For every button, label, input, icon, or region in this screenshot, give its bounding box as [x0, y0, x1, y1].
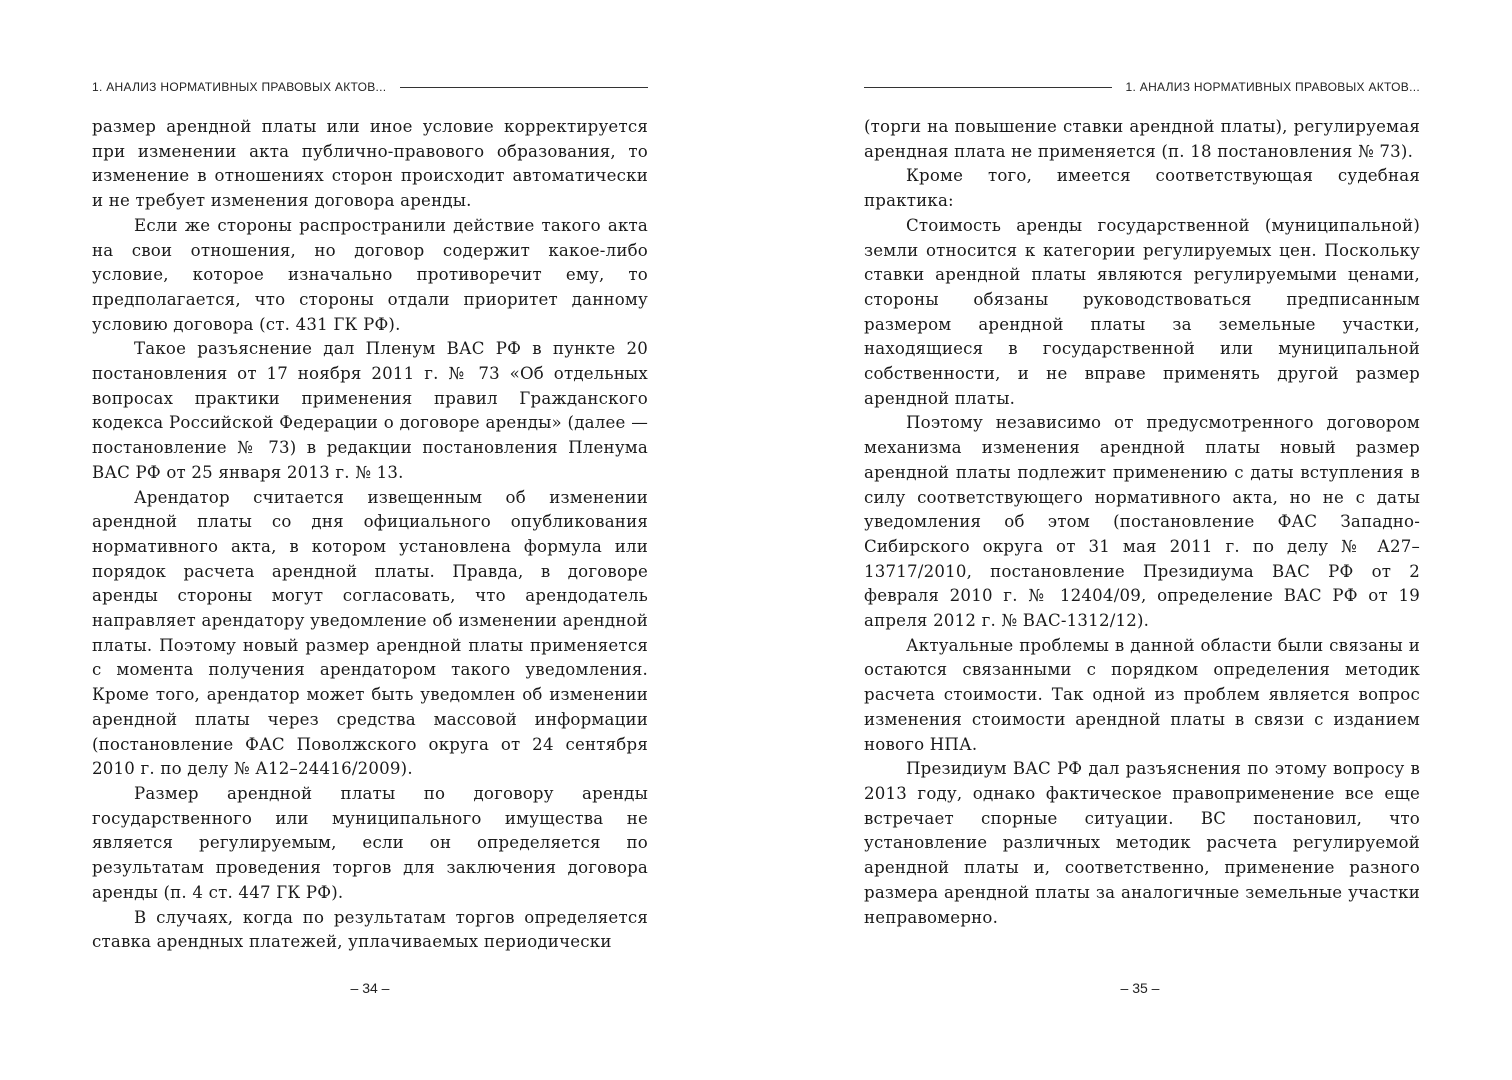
paragraph: размер арендной платы или иное условие корректируется при изменении акта публично-правового образования, то изменение в отношениях сторон происходит автоматически и не требует изменения договора аренды.: [92, 117, 648, 211]
running-head-text: 1. АНАЛИЗ НОРМАТИВНЫХ ПРАВОВЫХ АКТОВ...: [92, 80, 387, 94]
running-head-text: 1. АНАЛИЗ НОРМАТИВНЫХ ПРАВОВЫХ АКТОВ...: [1125, 80, 1420, 94]
paragraph: Такое разъяснение дал Пленум ВАС РФ в пункте 20 постановления от 17 ноября 2011 г. № 73 «Об отдельных вопросах практики применения правил Гражданского кодекса Российской Федерации о договоре аренды» (далее — постановление № 73) в редакции постановления Пленума ВАС РФ от 25 января 2013 г. № 13.: [92, 339, 648, 482]
running-head-right: [864, 80, 1420, 94]
running-head-rule: [864, 87, 1112, 88]
paragraph: Поэтому независимо от предусмотренного договором механизма изменения арендной платы новый размер арендной платы подлежит применению с даты вступления в силу соответствующего нормативного акта, но не с даты уведомления об этом (постановление ФАС Западно-Сибирского округа от 31 мая 2011 г. по делу № А27–13717/2010, постановление Президиума ВАС РФ от 2 февраля 2010 г. № 12404/09, определение ВАС РФ от 19 апреля 2012 г. № ВАС-1312/12).: [864, 413, 1420, 631]
paragraph: (торги на повышение ставки арендной платы), регулируемая арендная плата не применяется (п. 18 постановления № 73).: [864, 117, 1420, 161]
right-page: [756, 0, 1512, 1080]
paragraph: Актуальные проблемы в данной области были связаны и остаются связанными с порядком определения методик расчета стоимости. Так одной из проблем является вопрос изменения стоимости арендной платы в связи с изданием нового НПА.: [864, 635, 1420, 754]
paragraph: Кроме того, имеется соответствующая судебная практика:: [864, 166, 1420, 211]
running-head-left: [92, 80, 648, 94]
paragraph: Если же стороны распространили действие такого акта на свои отношения, но договор содержит какое-либо условие, которое изначально противоречит ему, то предполагается, что стороны отдали приоритет данному условию договора (ст. 431 ГК РФ).: [92, 215, 648, 334]
body-text-right: [864, 115, 1420, 930]
paragraph: Стоимость аренды государственной (муниципальной) земли относится к категории регулируемых цен. Поскольку ставки арендной платы являются регулируемыми ценами, стороны обязаны руководствоваться предписанным размером арендной платы за земельные участки, находящиеся в государственной или муниципальной собственности, и не вправе применять другой размер арендной платы.: [864, 215, 1420, 408]
page-number-right: – 35 –: [1120, 980, 1160, 996]
paragraph: В случаях, когда по результатам торгов определяется ставка арендных платежей, уплачиваемых периодически: [92, 907, 648, 952]
paragraph: Арендатор считается извещенным об изменении арендной платы со дня официального опубликования нормативного акта, в котором установлена формула или порядок расчета арендной платы. Правда, в договоре аренды стороны могут согласовать, что арендодатель направляет арендатору уведомление об изменении арендной платы. Поэтому новый размер арендной платы применяется с момента получения арендатором такого уведомления. Кроме того, арендатор может быть уведомлен об изменении арендной платы через средства массовой информации (постановление ФАС Поволжского округа от 24 сентября 2010 г. по делу № А12–24416/2009).: [92, 487, 648, 779]
running-head-rule: [400, 87, 648, 88]
paragraph: Размер арендной платы по договору аренды государственного или муниципального имущества не является регулируемым, если он определяется по результатам проведения торгов для заключения договора аренды (п. 4 ст. 447 ГК РФ).: [92, 783, 648, 902]
page-number-left: – 34 –: [350, 980, 390, 996]
paragraph: Президиум ВАС РФ дал разъяснения по этому вопросу в 2013 году, однако фактическое правоприменение все еще встречает спорные ситуации. ВС постановил, что установление различных методик расчета регулируемой арендной платы и, соответственно, применение разного размера арендной платы за аналогичные земельные участки неправомерно.: [864, 759, 1420, 927]
body-text-left: [92, 115, 648, 955]
